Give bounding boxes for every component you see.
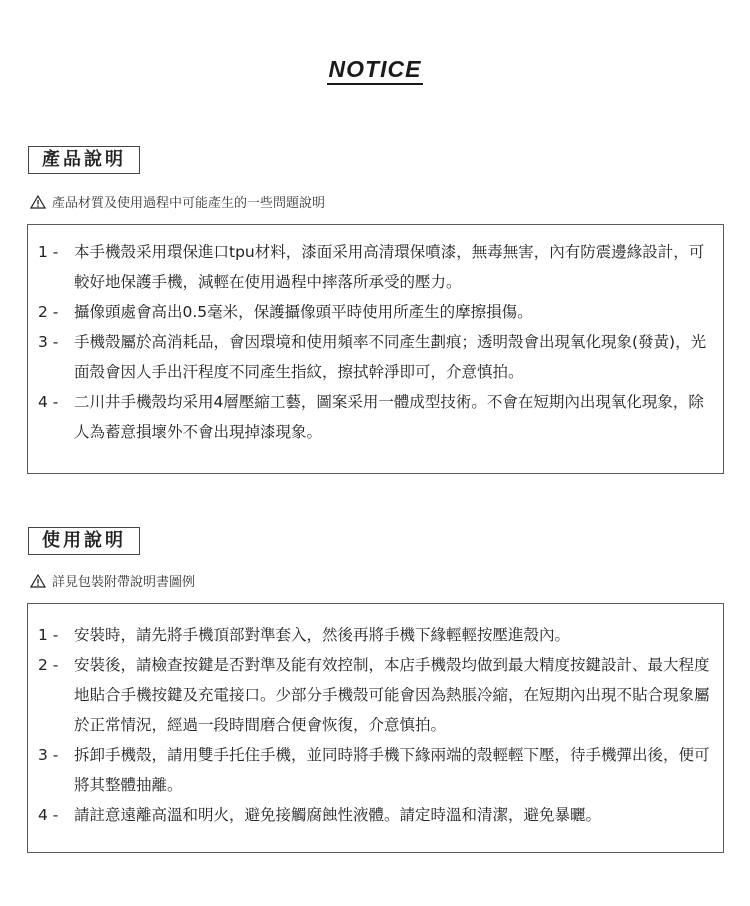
item-text: 手機殼屬於高消耗品，會因環境和使用頻率不同產生劃痕；透明殼會出現氧化現象(發黃)，光面殼會因人手出汗程度不同產生指紋，擦拭幹淨即可，介意慎拍。 bbox=[74, 333, 707, 381]
product-item-2 bbox=[28, 297, 723, 327]
usage-item-3 bbox=[28, 740, 723, 800]
product-description-box bbox=[27, 224, 724, 474]
product-item-3 bbox=[28, 327, 723, 387]
notice-title-text: NOTICE bbox=[327, 56, 424, 85]
usage-instructions-box bbox=[27, 603, 724, 853]
item-text: 請註意遠離高溫和明火，避免接觸腐蝕性液體。請定時溫和清潔，避免暴曬。 bbox=[74, 806, 602, 824]
product-section-heading: 產品說明 bbox=[28, 146, 140, 174]
item-text: 安裝時，請先將手機頂部對準套入，然後再將手機下緣輕輕按壓進殼內。 bbox=[74, 626, 571, 644]
item-number: 2 - bbox=[38, 303, 59, 321]
product-warning-line bbox=[30, 192, 325, 211]
warning-triangle-icon bbox=[30, 195, 46, 209]
usage-warning-line bbox=[30, 571, 195, 590]
notice-title bbox=[0, 56, 750, 85]
item-number: 4 - bbox=[38, 806, 59, 824]
usage-item-2 bbox=[28, 650, 723, 740]
product-item-4 bbox=[28, 387, 723, 447]
item-text: 本手機殼采用環保進口tpu材料，漆面采用高清環保噴漆，無毒無害，內有防震邊緣設計，可較好地保護手機，減輕在使用過程中摔落所承受的壓力。 bbox=[74, 243, 705, 291]
item-text: 攝像頭處會高出0.5毫米，保護攝像頭平時使用所產生的摩擦損傷。 bbox=[74, 303, 533, 321]
usage-warning-text: 詳見包裝附帶說明書圖例 bbox=[52, 575, 196, 590]
item-number: 3 - bbox=[38, 746, 59, 764]
item-number: 1 - bbox=[38, 243, 59, 261]
item-text: 安裝後，請檢查按鍵是否對準及能有效控制，本店手機殼均做到最大精度按鍵設計、最大程度地貼合手機按鍵及充電接口。少部分手機殼可能會因為熱脹冷縮，在短期內出現不貼合現象屬於正常情況，經過一段時間磨合便會恢復，介意慎拍。 bbox=[74, 656, 710, 734]
usage-item-4 bbox=[28, 800, 723, 830]
item-number: 2 - bbox=[38, 656, 59, 674]
warning-triangle-icon bbox=[30, 574, 46, 588]
item-text: 拆卸手機殼，請用雙手托住手機，並同時將手機下緣兩端的殼輕輕下壓，待手機彈出後，便可將其整體抽離。 bbox=[74, 746, 710, 794]
item-number: 3 - bbox=[38, 333, 59, 351]
item-number: 4 - bbox=[38, 393, 59, 411]
product-warning-text: 產品材質及使用過程中可能產生的一些問題說明 bbox=[52, 196, 326, 211]
usage-item-1 bbox=[28, 620, 723, 650]
item-text: 二川井手機殼均采用4層壓縮工藝，圖案采用一體成型技術。不會在短期內出現氧化現象，除人為蓄意損壞外不會出現掉漆現象。 bbox=[74, 393, 704, 441]
item-number: 1 - bbox=[38, 626, 59, 644]
usage-section-heading: 使用說明 bbox=[28, 527, 140, 555]
product-item-1 bbox=[28, 237, 723, 297]
